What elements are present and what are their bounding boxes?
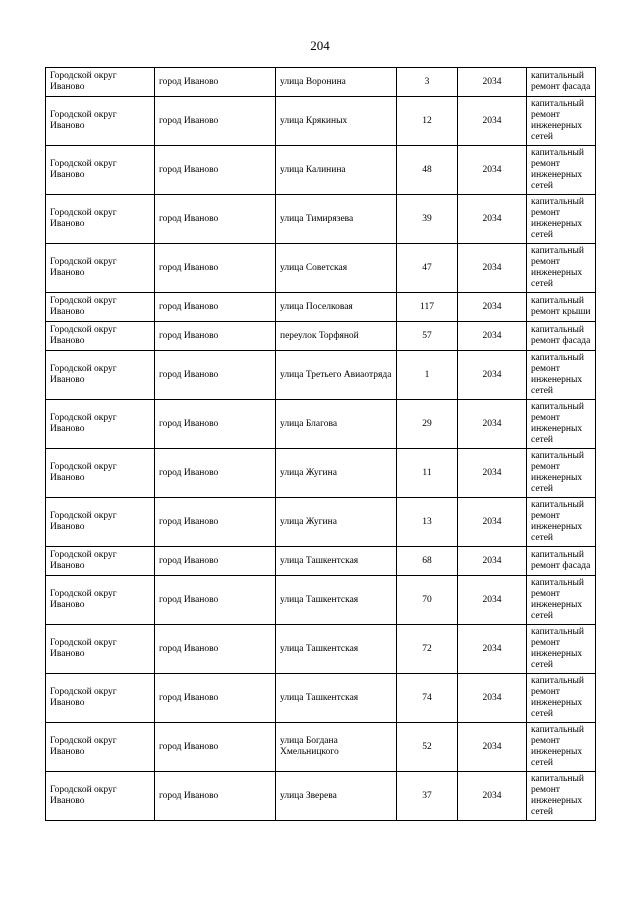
table-row: [46, 97, 596, 146]
table-row: [46, 293, 596, 322]
work-type-cell: капитальный ремонт инженерных сетей: [527, 772, 596, 821]
street-cell: улица Воронина: [276, 68, 397, 97]
table-row: [46, 351, 596, 400]
house-number-cell: 13: [397, 498, 458, 547]
work-type-cell: капитальный ремонт инженерных сетей: [527, 723, 596, 772]
year-cell: 2034: [458, 146, 527, 195]
city-cell: город Иваново: [155, 723, 276, 772]
city-cell: город Иваново: [155, 625, 276, 674]
repair-schedule-table: [45, 67, 596, 821]
table-row: [46, 68, 596, 97]
street-cell: улица Благова: [276, 400, 397, 449]
okrug-cell: Городской округ Иваново: [46, 293, 155, 322]
work-type-cell: капитальный ремонт инженерных сетей: [527, 244, 596, 293]
okrug-cell: Городской округ Иваново: [46, 244, 155, 293]
house-number-cell: 11: [397, 449, 458, 498]
page-number: 204: [310, 38, 330, 53]
street-cell: улица Поселковая: [276, 293, 397, 322]
street-cell: улица Ташкентская: [276, 625, 397, 674]
okrug-cell: Городской округ Иваново: [46, 547, 155, 576]
city-cell: город Иваново: [155, 498, 276, 547]
year-cell: 2034: [458, 625, 527, 674]
work-type-cell: капитальный ремонт фасада: [527, 68, 596, 97]
house-number-cell: 70: [397, 576, 458, 625]
house-number-cell: 48: [397, 146, 458, 195]
work-type-cell: капитальный ремонт фасада: [527, 547, 596, 576]
okrug-cell: Городской округ Иваново: [46, 146, 155, 195]
okrug-cell: Городской округ Иваново: [46, 576, 155, 625]
okrug-cell: Городской округ Иваново: [46, 772, 155, 821]
street-cell: улица Ташкентская: [276, 576, 397, 625]
city-cell: город Иваново: [155, 293, 276, 322]
table-row: [46, 146, 596, 195]
table-row: [46, 625, 596, 674]
city-cell: город Иваново: [155, 400, 276, 449]
street-cell: улица Ташкентская: [276, 547, 397, 576]
okrug-cell: Городской округ Иваново: [46, 351, 155, 400]
okrug-cell: Городской округ Иваново: [46, 68, 155, 97]
table-row: [46, 547, 596, 576]
street-cell: улица Тимирязева: [276, 195, 397, 244]
city-cell: город Иваново: [155, 772, 276, 821]
city-cell: город Иваново: [155, 244, 276, 293]
street-cell: улица Крякиных: [276, 97, 397, 146]
work-type-cell: капитальный ремонт инженерных сетей: [527, 449, 596, 498]
house-number-cell: 117: [397, 293, 458, 322]
work-type-cell: капитальный ремонт инженерных сетей: [527, 576, 596, 625]
house-number-cell: 12: [397, 97, 458, 146]
work-type-cell: капитальный ремонт инженерных сетей: [527, 400, 596, 449]
work-type-cell: капитальный ремонт фасада: [527, 322, 596, 351]
okrug-cell: Городской округ Иваново: [46, 449, 155, 498]
table-row: [46, 400, 596, 449]
table-row: [46, 244, 596, 293]
house-number-cell: 57: [397, 322, 458, 351]
city-cell: город Иваново: [155, 322, 276, 351]
table-row: [46, 498, 596, 547]
house-number-cell: 52: [397, 723, 458, 772]
house-number-cell: 29: [397, 400, 458, 449]
house-number-cell: 68: [397, 547, 458, 576]
year-cell: 2034: [458, 498, 527, 547]
table-row: [46, 772, 596, 821]
city-cell: город Иваново: [155, 449, 276, 498]
street-cell: улица Калинина: [276, 146, 397, 195]
city-cell: город Иваново: [155, 97, 276, 146]
street-cell: улица Богдана Хмельницкого: [276, 723, 397, 772]
year-cell: 2034: [458, 97, 527, 146]
okrug-cell: Городской округ Иваново: [46, 498, 155, 547]
year-cell: 2034: [458, 400, 527, 449]
okrug-cell: Городской округ Иваново: [46, 322, 155, 351]
city-cell: город Иваново: [155, 146, 276, 195]
house-number-cell: 3: [397, 68, 458, 97]
okrug-cell: Городской округ Иваново: [46, 400, 155, 449]
house-number-cell: 74: [397, 674, 458, 723]
city-cell: город Иваново: [155, 576, 276, 625]
work-type-cell: капитальный ремонт крыши: [527, 293, 596, 322]
street-cell: улица Жугина: [276, 498, 397, 547]
city-cell: город Иваново: [155, 68, 276, 97]
work-type-cell: капитальный ремонт инженерных сетей: [527, 674, 596, 723]
year-cell: 2034: [458, 293, 527, 322]
city-cell: город Иваново: [155, 195, 276, 244]
street-cell: улица Ташкентская: [276, 674, 397, 723]
year-cell: 2034: [458, 244, 527, 293]
work-type-cell: капитальный ремонт инженерных сетей: [527, 498, 596, 547]
house-number-cell: 39: [397, 195, 458, 244]
city-cell: город Иваново: [155, 547, 276, 576]
okrug-cell: Городской округ Иваново: [46, 674, 155, 723]
year-cell: 2034: [458, 449, 527, 498]
street-cell: улица Третьего Авиаотряда: [276, 351, 397, 400]
city-cell: город Иваново: [155, 351, 276, 400]
work-type-cell: капитальный ремонт инженерных сетей: [527, 195, 596, 244]
street-cell: улица Зверева: [276, 772, 397, 821]
okrug-cell: Городской округ Иваново: [46, 625, 155, 674]
work-type-cell: капитальный ремонт инженерных сетей: [527, 97, 596, 146]
table-row: [46, 674, 596, 723]
street-cell: улица Советская: [276, 244, 397, 293]
table-row: [46, 576, 596, 625]
house-number-cell: 47: [397, 244, 458, 293]
year-cell: 2034: [458, 68, 527, 97]
house-number-cell: 72: [397, 625, 458, 674]
year-cell: 2034: [458, 723, 527, 772]
work-type-cell: капитальный ремонт инженерных сетей: [527, 625, 596, 674]
street-cell: переулок Торфяной: [276, 322, 397, 351]
table-row: [46, 195, 596, 244]
year-cell: 2034: [458, 547, 527, 576]
house-number-cell: 37: [397, 772, 458, 821]
okrug-cell: Городской округ Иваново: [46, 195, 155, 244]
street-cell: улица Жугина: [276, 449, 397, 498]
year-cell: 2034: [458, 195, 527, 244]
work-type-cell: капитальный ремонт инженерных сетей: [527, 351, 596, 400]
city-cell: город Иваново: [155, 674, 276, 723]
year-cell: 2034: [458, 576, 527, 625]
table-row: [46, 322, 596, 351]
year-cell: 2034: [458, 772, 527, 821]
okrug-cell: Городской округ Иваново: [46, 723, 155, 772]
table-row: [46, 449, 596, 498]
work-type-cell: капитальный ремонт инженерных сетей: [527, 146, 596, 195]
house-number-cell: 1: [397, 351, 458, 400]
year-cell: 2034: [458, 674, 527, 723]
okrug-cell: Городской округ Иваново: [46, 97, 155, 146]
year-cell: 2034: [458, 351, 527, 400]
year-cell: 2034: [458, 322, 527, 351]
table-row: [46, 723, 596, 772]
